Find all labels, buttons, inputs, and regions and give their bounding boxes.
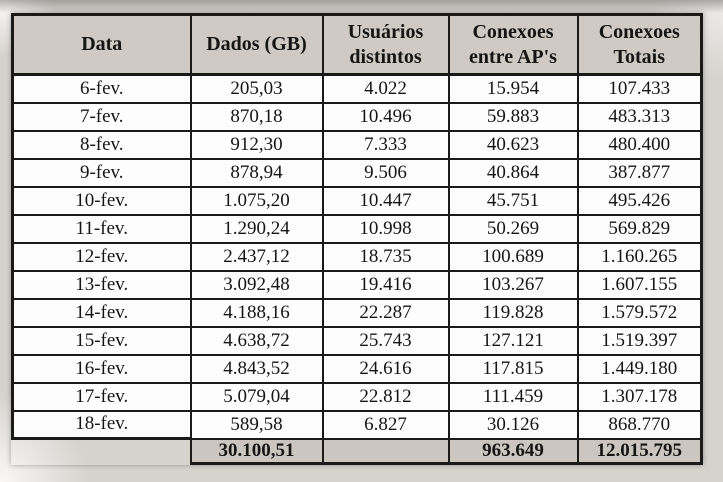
table-row-10-fev <box>13 187 702 215</box>
table-row-17-fev <box>13 383 702 411</box>
value-cell: 119.828 <box>449 299 578 327</box>
table-row-7-fev <box>13 103 702 131</box>
date-cell: 7-fev. <box>13 103 191 131</box>
value-cell: 7.333 <box>323 131 449 159</box>
value-cell: 3.092,48 <box>191 271 323 299</box>
value-cell: 569.829 <box>578 215 702 243</box>
date-cell: 16-fev. <box>13 355 191 383</box>
table-row-15-fev <box>13 327 702 355</box>
value-cell: 2.437,12 <box>191 243 323 271</box>
header-row <box>13 15 702 75</box>
date-cell: 6-fev. <box>13 75 191 103</box>
table-row-9-fev <box>13 159 702 187</box>
date-cell: 14-fev. <box>13 299 191 327</box>
header-cell-dados-gb: Dados (GB) <box>191 15 323 75</box>
value-cell: 127.121 <box>449 327 578 355</box>
value-cell: 10.496 <box>323 103 449 131</box>
value-cell: 111.459 <box>449 383 578 411</box>
value-cell: 40.623 <box>449 131 578 159</box>
table-row-18-fev <box>13 411 702 439</box>
value-cell: 1.579.572 <box>578 299 702 327</box>
table-row-12-fev <box>13 243 702 271</box>
value-cell: 4.843,52 <box>191 355 323 383</box>
value-cell: 1.075,20 <box>191 187 323 215</box>
value-cell: 483.313 <box>578 103 702 131</box>
total-empty-cell <box>323 439 449 464</box>
value-cell: 1.290,24 <box>191 215 323 243</box>
value-cell: 50.269 <box>449 215 578 243</box>
value-cell: 22.287 <box>323 299 449 327</box>
value-cell: 589,58 <box>191 411 323 439</box>
table-row-6-fev <box>13 75 702 103</box>
header-cell-conexoes-entre-ap-s: Conexoes entre AP's <box>449 15 578 75</box>
date-cell: 13-fev. <box>13 271 191 299</box>
value-cell: 1.449.180 <box>578 355 702 383</box>
value-cell: 1.607.155 <box>578 271 702 299</box>
value-cell: 9.506 <box>323 159 449 187</box>
header-cell-conexoes-totais: Conexoes Totais <box>578 15 702 75</box>
value-cell: 15.954 <box>449 75 578 103</box>
table-row-13-fev <box>13 271 702 299</box>
totals-blank-area <box>13 439 191 464</box>
table-row-8-fev <box>13 131 702 159</box>
value-cell: 5.079,04 <box>191 383 323 411</box>
date-cell: 9-fev. <box>13 159 191 187</box>
value-cell: 18.735 <box>323 243 449 271</box>
value-cell: 870,18 <box>191 103 323 131</box>
value-cell: 4.188,16 <box>191 299 323 327</box>
date-cell: 8-fev. <box>13 131 191 159</box>
date-cell: 10-fev. <box>13 187 191 215</box>
value-cell: 117.815 <box>449 355 578 383</box>
value-cell: 30.126 <box>449 411 578 439</box>
value-cell: 6.827 <box>323 411 449 439</box>
value-cell: 22.812 <box>323 383 449 411</box>
data-table-container <box>11 13 703 465</box>
value-cell: 495.426 <box>578 187 702 215</box>
value-cell: 387.877 <box>578 159 702 187</box>
value-cell: 480.400 <box>578 131 702 159</box>
value-cell: 205,03 <box>191 75 323 103</box>
table-body <box>13 75 702 439</box>
value-cell: 912,30 <box>191 131 323 159</box>
total-value-cell: 30.100,51 <box>191 439 323 464</box>
wifi-usage-table <box>11 13 703 465</box>
value-cell: 4.638,72 <box>191 327 323 355</box>
table-footer <box>13 439 702 464</box>
date-cell: 15-fev. <box>13 327 191 355</box>
total-value-cell: 12.015.795 <box>578 439 702 464</box>
value-cell: 107.433 <box>578 75 702 103</box>
value-cell: 59.883 <box>449 103 578 131</box>
value-cell: 878,94 <box>191 159 323 187</box>
table-header <box>13 15 702 75</box>
header-cell-data: Data <box>13 15 191 75</box>
value-cell: 10.998 <box>323 215 449 243</box>
total-value-cell: 963.649 <box>449 439 578 464</box>
date-cell: 18-fev. <box>13 411 191 439</box>
value-cell: 1.307.178 <box>578 383 702 411</box>
value-cell: 40.864 <box>449 159 578 187</box>
value-cell: 24.616 <box>323 355 449 383</box>
date-cell: 17-fev. <box>13 383 191 411</box>
table-row-14-fev <box>13 299 702 327</box>
value-cell: 25.743 <box>323 327 449 355</box>
value-cell: 103.267 <box>449 271 578 299</box>
value-cell: 1.160.265 <box>578 243 702 271</box>
value-cell: 10.447 <box>323 187 449 215</box>
date-cell: 12-fev. <box>13 243 191 271</box>
table-row-11-fev <box>13 215 702 243</box>
date-cell: 11-fev. <box>13 215 191 243</box>
table-row-16-fev <box>13 355 702 383</box>
value-cell: 4.022 <box>323 75 449 103</box>
value-cell: 19.416 <box>323 271 449 299</box>
header-cell-usu-rios-distintos: Usuários distintos <box>323 15 449 75</box>
value-cell: 868.770 <box>578 411 702 439</box>
value-cell: 100.689 <box>449 243 578 271</box>
value-cell: 1.519.397 <box>578 327 702 355</box>
totals-row <box>13 439 702 464</box>
value-cell: 45.751 <box>449 187 578 215</box>
